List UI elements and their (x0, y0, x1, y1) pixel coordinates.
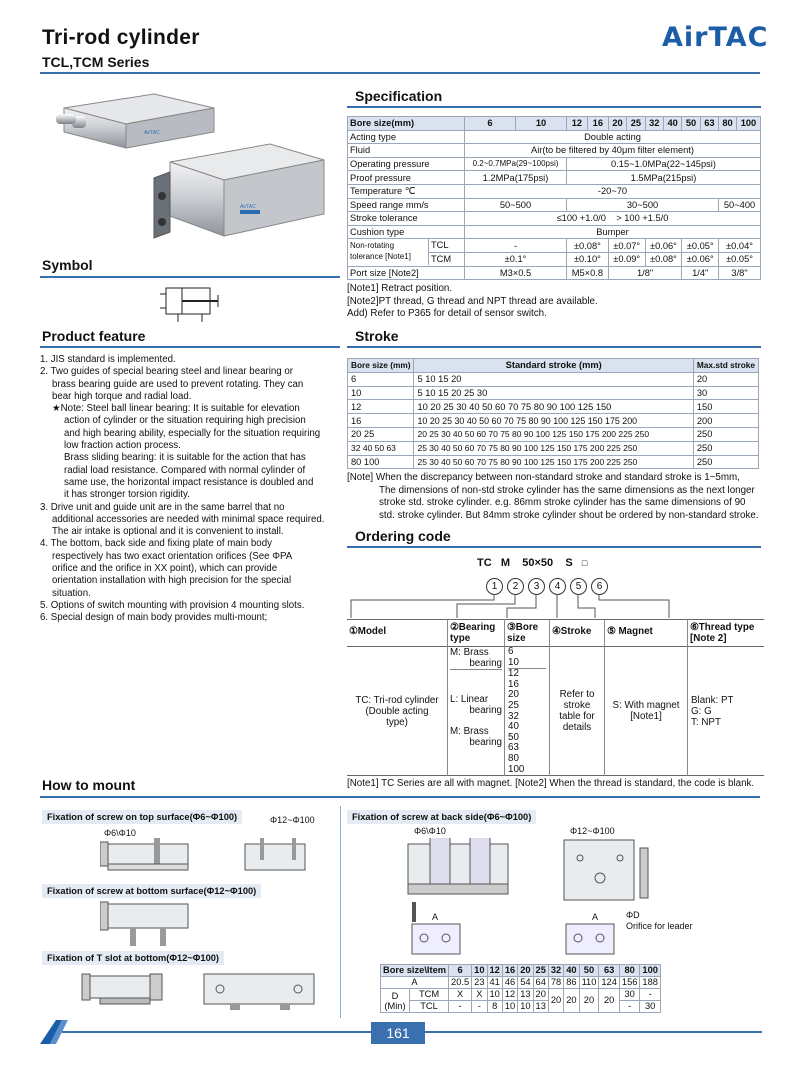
dim-header: 6 (449, 965, 472, 977)
ordering-header: ⑤ Magnet (605, 620, 688, 647)
page-number: 161 (371, 1022, 425, 1044)
model-cell (347, 647, 448, 776)
bore-value: 32 (508, 710, 519, 722)
dim-cell: A (381, 977, 449, 989)
bore-value: 25 (508, 699, 519, 711)
dim-cell: 20 (564, 989, 579, 1013)
feature-line: 2. Two guides of special bearing steel and linear bearing or (40, 366, 293, 378)
dim-cell: 12 (502, 989, 517, 1001)
spec-bore: 32 (645, 117, 663, 131)
ordering-header: ①Model (349, 626, 387, 637)
stroke-line: stroke (563, 700, 591, 712)
table-row (348, 400, 759, 414)
non-rotating-label: Non-rotating tolerance [Note1] (350, 241, 411, 262)
spec-value: 30~500 (567, 198, 719, 212)
feature-rule (40, 346, 340, 348)
stroke-line: Refer to (559, 689, 595, 701)
spec-value: Bumper (465, 225, 761, 239)
spec-note: [Note2]PT thread, G thread and NPT thread are available. (347, 295, 598, 307)
spec-value: ±0.07° (608, 239, 645, 253)
dim-cell: 20 (599, 989, 620, 1013)
feature-line: and high bearing ability, especially for the situation requiring (64, 427, 321, 439)
spec-value: ±0.1° (465, 252, 567, 266)
dim-cell: 78 (548, 977, 563, 989)
spec-label (348, 239, 465, 266)
bore-value: 80 (508, 752, 519, 764)
spec-bore: 80 (719, 117, 737, 131)
spec-bore: 16 (587, 117, 608, 131)
dim-cell: - (449, 1001, 472, 1013)
stroke-cell: 30 (693, 386, 758, 400)
spec-label: Fluid (348, 144, 465, 158)
feature-line: Brass sliding bearing: it is suitable for the action that has (64, 452, 306, 464)
spec-rule (347, 106, 761, 108)
spec-label: Speed range mm/s (348, 198, 465, 212)
mount-back-size-b: Φ12~Φ100 (570, 826, 615, 836)
dim-cell: 54 (518, 977, 533, 989)
spec-value: ±0.06° (645, 239, 682, 253)
stroke-cell: 32 40 50 63 (348, 441, 414, 455)
mount-rule (40, 796, 760, 798)
dim-header: 80 (619, 965, 640, 977)
dim-cell: 64 (533, 977, 548, 989)
thread-cell (688, 647, 765, 776)
circle-number: 1 (486, 578, 503, 595)
ordering-table (347, 619, 764, 776)
bore-value: 20 (508, 689, 519, 701)
table-row (348, 372, 759, 386)
dim-cell: 20 (548, 989, 563, 1013)
spec-label: Port size [Note2] (348, 266, 465, 280)
bore-value: 50 (508, 731, 519, 743)
circle-number: 5 (570, 578, 587, 595)
spec-value: 3/8" (719, 266, 761, 280)
mount-tslot-drawing (80, 968, 330, 1012)
spec-value: Air(to be filtered by 40μm filter element) (465, 144, 761, 158)
stroke-note-line: The dimensions of non-std stroke cylinder has the same dimensions as the next longer (379, 484, 755, 496)
svg-text:AirTAC: AirTAC (144, 130, 160, 136)
model-line: (Double acting (365, 705, 429, 717)
spec-value: M3×0.5 (465, 266, 567, 280)
bearing-line: M: Brass (450, 726, 489, 737)
model-line: TC: Tri-rod cylinder (355, 694, 439, 706)
bore-value: 100 (508, 763, 525, 775)
stroke-cell: 20 (693, 372, 758, 386)
dim-header: 40 (564, 965, 579, 977)
stroke-cell: 10 20 25 30 40 50 60 70 75 80 90 100 125 150 175 200 (414, 414, 693, 428)
mount-back-label: Fixation of screw at back side(Φ6~Φ100) (347, 810, 536, 824)
stroke-note-line: stroke std. stroke cylinder. e.g. 86mm stroke cylinder has the same dimensions of 90 (379, 497, 746, 509)
dim-cell: 13 (533, 1001, 548, 1013)
circle-number: 6 (591, 578, 608, 595)
spec-bore: 12 (567, 117, 588, 131)
bore-value: 40 (508, 721, 519, 733)
bearing-line: M: Brass (450, 647, 489, 658)
stroke-cell: 20 25 (348, 427, 414, 441)
stroke-cell: 5 10 15 20 (414, 372, 693, 386)
dimension-table (380, 964, 661, 1013)
magnet-cell (605, 647, 688, 776)
spec-value: ±0.04° (719, 239, 761, 253)
stroke-cell: 25 30 40 50 60 70 75 80 90 100 125 150 175 200 225 250 (414, 441, 693, 455)
stroke-note-line: [Note] When the discrepancy between non-standard stroke and standard stroke is 1~5mm, (347, 472, 740, 483)
stroke-cell: 20 25 30 40 50 60 70 75 80 90 100 125 150 175 200 225 250 (414, 427, 693, 441)
ordering-heading: Ordering code (355, 528, 451, 544)
bore-value: 6 (508, 646, 514, 657)
feature-line: action of cylinder or the situation requiring high precision (64, 415, 306, 427)
dim-cell: 188 (640, 977, 661, 989)
ordering-code-example (477, 557, 587, 569)
dim-cell: TCM (410, 989, 449, 1001)
dim-header: 10 (472, 965, 487, 977)
magnet-line: S: With magnet (612, 700, 680, 712)
dim-header: 50 (579, 965, 599, 977)
spec-value: ±0.06° (682, 252, 719, 266)
magnet-line: [Note1] (630, 711, 662, 723)
thread-line: G: G (691, 705, 712, 717)
stroke-cell: 25 30 40 50 60 70 75 80 90 100 125 150 175 200 225 250 (414, 455, 693, 469)
dim-header: 12 (487, 965, 502, 977)
circle-number: 4 (549, 578, 566, 595)
mount-top-drawing (100, 838, 330, 878)
brand-logo: AirTAC (662, 22, 769, 53)
mount-bottom-label: Fixation of screw at bottom surface(Φ12~Φ100) (42, 884, 261, 898)
spec-value: 0.15~1.0MPa(22~145psi) (567, 157, 761, 171)
svg-text:AirTAC: AirTAC (240, 204, 256, 210)
dim-cell: 20.5 (449, 977, 472, 989)
spec-bore: 50 (682, 117, 700, 131)
dim-cell: X (472, 989, 487, 1001)
mount-heading: How to mount (42, 777, 136, 793)
pneumatic-symbol (158, 284, 228, 324)
dim-cell: 10 (502, 1001, 517, 1013)
bearing-cell (448, 647, 505, 776)
feature-line: it has stronger torsion rigidity. (64, 489, 190, 501)
stroke-cell: 80 100 (348, 455, 414, 469)
symbol-heading: Symbol (42, 257, 93, 273)
spec-notes (347, 283, 598, 321)
spec-value: 1/8" (608, 266, 682, 280)
feature-line: 1. JIS standard is implemented. (40, 354, 176, 365)
spec-value: 50~500 (465, 198, 567, 212)
feature-heading: Product feature (42, 328, 146, 344)
spec-label: Operating pressure (348, 157, 465, 171)
spec-value: 50~400 (719, 198, 761, 212)
spec-bore: 40 (663, 117, 681, 131)
spec-value: ±0.08° (645, 252, 682, 266)
spec-value: ±0.08° (567, 239, 609, 253)
stroke-line: details (562, 722, 592, 734)
spec-value: 0.2~0.7MPa(29~100psi) (465, 157, 567, 171)
dim-header: 20 (518, 965, 533, 977)
spec-bore: 10 (516, 117, 567, 131)
spec-label: Cushion type (348, 225, 465, 239)
stroke-cell: 5 10 15 20 25 30 (414, 386, 693, 400)
stroke-cell: 250 (693, 427, 758, 441)
dim-cell: - (640, 989, 661, 1001)
mount-bottom-drawing (100, 900, 210, 948)
bore-value: 63 (508, 742, 519, 754)
stroke-cell: 250 (693, 441, 758, 455)
feature-line: 5. Options of switch mounting with provision 4 mounting slots. (40, 599, 305, 611)
dim-cell: - (472, 1001, 487, 1013)
mount-back-drawing (400, 838, 700, 958)
spec-label: Proof pressure (348, 171, 465, 185)
stroke-cell: 10 (348, 386, 414, 400)
ordering-note: [Note1] TC Series are all with magnet. [Note2] When the thread is standard, the code is blank. (347, 778, 755, 789)
code-part: 50×50 (522, 557, 554, 569)
dim-a-label-right: A (592, 912, 599, 922)
ordering-brackets (347, 592, 767, 622)
spec-value: Double acting (465, 130, 761, 144)
bore-cell (505, 647, 550, 776)
circle-number: 2 (507, 578, 524, 595)
code-part: M (500, 557, 511, 569)
stroke-cell: 6 (348, 372, 414, 386)
dim-header: 100 (640, 965, 661, 977)
spec-heading: Specification (355, 88, 443, 104)
feature-line: brass bearing guide are used to prevent rotating. They can (52, 378, 304, 390)
dim-cell: 10 (518, 1001, 533, 1013)
table-row (348, 427, 759, 441)
dim-cell: 41 (487, 977, 502, 989)
dim-cell: 13 (518, 989, 533, 1001)
dim-cell: 10 (487, 989, 502, 1001)
spec-bore: 100 (736, 117, 760, 131)
mount-tslot-label: Fixation of T slot at bottom(Φ12~Φ100) (42, 951, 224, 965)
bore-value: 16 (508, 678, 519, 690)
stroke-cell (550, 647, 605, 776)
spec-value (465, 212, 761, 226)
ordering-header: ③Bore size (505, 620, 550, 647)
dim-cell: 23 (472, 977, 487, 989)
code-part: S (565, 557, 573, 569)
spec-value: 1/4" (682, 266, 719, 280)
feature-line: low fraction action process. (64, 440, 181, 452)
code-part: TC (477, 557, 492, 569)
ordering-header: ⑥Thread type [Note 2] (688, 620, 765, 647)
stroke-note-line: std. stroke cylinder. But 84mm stroke cylinder shout be ordered by non-standard stroke. (379, 509, 759, 521)
table-row (348, 414, 759, 428)
ordering-header: ②Bearing type (448, 620, 505, 647)
page-subtitle: TCL,TCM Series (42, 54, 150, 70)
dim-cell: X (449, 989, 472, 1001)
feature-line: The air intake is optional and it is convenient to install. (52, 526, 284, 538)
dim-cell: 30 (640, 1001, 661, 1013)
dim-cell: D (Min) (381, 989, 410, 1013)
dim-cell: 156 (619, 977, 640, 989)
mount-back-size-a: Φ6\Φ10 (414, 826, 446, 836)
dim-cell: - (619, 1001, 640, 1013)
spec-value: ±0.09° (608, 252, 645, 266)
tcl-label: TCL (429, 239, 464, 253)
bearing-line: bearing (450, 658, 502, 670)
dim-header: 32 (548, 965, 563, 977)
stroke-rule (347, 346, 761, 348)
dim-a-label-left: A (432, 912, 439, 922)
dim-header: 63 (599, 965, 620, 977)
bore-value: 10 (508, 658, 546, 670)
feature-line: radial load resistance. Compared with normal cylinder of (64, 464, 306, 476)
spec-label: Stroke tolerance (348, 212, 465, 226)
spec-value: - (465, 239, 567, 253)
spec-value: ±0.10° (567, 252, 609, 266)
tcm-label: TCM (431, 254, 452, 265)
dim-header: 25 (533, 965, 548, 977)
model-line: type) (386, 716, 408, 728)
feature-line: bear high torque and radial load. (52, 390, 192, 402)
stroke-line: table for (559, 711, 595, 723)
circle-number: 3 (528, 578, 545, 595)
dim-cell: 46 (502, 977, 517, 989)
dim-cell: 86 (564, 977, 579, 989)
spec-table (347, 116, 761, 280)
stroke-header: Max.std stroke (693, 359, 758, 373)
dim-cell: 110 (579, 977, 599, 989)
dim-cell: 124 (599, 977, 620, 989)
spec-value: M5×0.8 (567, 266, 609, 280)
header-divider (40, 72, 760, 74)
stroke-cell: 150 (693, 400, 758, 414)
stroke-cell: 16 (348, 414, 414, 428)
stroke-tol-a: ≤100 +1.0/0 (556, 213, 606, 224)
stroke-cell: 12 (348, 400, 414, 414)
stroke-cell: 10 20 25 30 40 50 60 70 75 80 90 100 125 150 (414, 400, 693, 414)
stroke-header: Bore size (mm) (348, 359, 414, 373)
spec-bore: 6 (465, 117, 516, 131)
stroke-table (347, 358, 759, 469)
mount-top-label: Fixation of screw on top surface(Φ6~Φ100) (42, 810, 242, 824)
spec-value: 1.2MPa(175psi) (465, 171, 567, 185)
spec-value: 1.5MPa(215psi) (567, 171, 761, 185)
mount-divider (340, 806, 341, 1018)
thread-line: Blank: PT (691, 694, 734, 706)
bearing-line: L: Linear (450, 694, 489, 705)
stroke-heading: Stroke (355, 328, 399, 344)
ordering-header: ④Stroke (550, 620, 605, 647)
spec-bore: 25 (627, 117, 645, 131)
dim-cell: 30 (619, 989, 640, 1001)
thread-line: T: NPT (691, 716, 721, 728)
ordering-rule (347, 546, 761, 548)
feature-line: situation. (52, 587, 91, 599)
spec-value: ±0.05° (719, 252, 761, 266)
mount-top-size-a: Φ6\Φ10 (104, 828, 136, 838)
stroke-tol-b: > 100 +1.5/0 (616, 213, 669, 224)
spec-bore-label: Bore size(mm) (348, 117, 465, 131)
bearing-line: bearing (469, 737, 502, 748)
spec-bore: 63 (700, 117, 718, 131)
spec-note: Add) Refer to P365 for detail of sensor switch. (347, 308, 547, 320)
orifice-label: Orifice for leader (626, 921, 693, 931)
feature-line: additional accessories are needed with minimal space required. (52, 513, 325, 525)
table-row (348, 386, 759, 400)
page-title: Tri-rod cylinder (42, 26, 200, 49)
stroke-note (347, 472, 771, 522)
bore-value: 12 (508, 668, 519, 680)
code-part: □ (581, 558, 588, 568)
stroke-cell: 200 (693, 414, 758, 428)
feature-line: respectively has two exact orientation orifices (See ΦPA (52, 550, 293, 562)
dim-cell: 20 (579, 989, 599, 1013)
feature-line: 4. The bottom, back side and fixing plate of main body (40, 538, 272, 550)
spec-value: -20~70 (465, 184, 761, 198)
dim-cell: 20 (533, 989, 548, 1001)
dim-header: 16 (502, 965, 517, 977)
spec-note: [Note1] Retract position. (347, 283, 453, 294)
dim-cell: 8 (487, 1001, 502, 1013)
feature-line: same use, the horizontal impact resistance is doubled and (64, 476, 314, 488)
mount-top-size-b: Φ12~Φ100 (270, 815, 315, 825)
feature-line: orifice and the orifice in XX point), which can provide (52, 563, 278, 575)
spec-label: Acting type (348, 130, 465, 144)
bearing-line: bearing (469, 705, 502, 716)
feature-line: 6. Special design of main body provides multi-mount; (40, 612, 268, 624)
stroke-header: Standard stroke (mm) (414, 359, 693, 373)
stroke-cell: 250 (693, 455, 758, 469)
feature-line: 3. Drive unit and guide unit are in the same barrel that no (40, 501, 285, 513)
dim-cell: TCL (410, 1001, 449, 1013)
feature-list (40, 354, 340, 625)
spec-bore: 20 (608, 117, 626, 131)
dim-header: Bore size\Item (381, 965, 449, 977)
product-image (44, 86, 344, 258)
feature-line: ★Note: Steel ball linear bearing: It is suitable for elevation (52, 403, 300, 415)
spec-value: ±0.05° (682, 239, 719, 253)
feature-line: orientation installation with high precision for the special (52, 575, 292, 587)
table-row (348, 455, 759, 469)
spec-label: Temperature ℃ (348, 184, 465, 198)
table-row (348, 441, 759, 455)
symbol-rule (40, 276, 340, 278)
dim-d-label: ΦD (626, 910, 640, 920)
